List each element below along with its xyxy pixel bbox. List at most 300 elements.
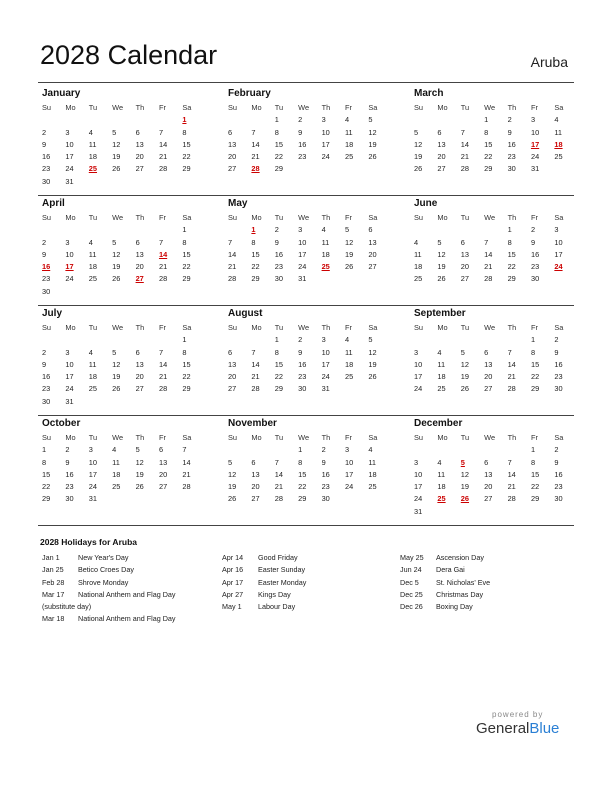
day-grid — [228, 432, 410, 506]
day-cell: 28 — [182, 482, 191, 492]
day-cell: 6 — [135, 237, 140, 247]
day-cell: 29 — [182, 384, 191, 394]
holiday-item — [400, 552, 490, 564]
day-cell: 18 — [321, 249, 330, 259]
empty-cell — [484, 224, 507, 236]
day-cell: 11 — [321, 237, 330, 247]
day-cell: 10 — [321, 347, 330, 357]
holiday-item-date: Dec 26 — [400, 602, 423, 612]
holiday-date: 5 — [460, 457, 465, 467]
empty-cell — [89, 224, 112, 236]
day-cell: 29 — [530, 494, 540, 504]
day-cell: 25 — [88, 384, 98, 394]
day-cell: 11 — [437, 359, 446, 369]
holiday-date: 16 — [42, 262, 51, 272]
day-cell: 5 — [460, 347, 465, 357]
weekday-header: Mo — [437, 433, 448, 442]
day-cell: 28 — [507, 494, 516, 504]
day-grid — [414, 322, 574, 396]
day-cell: 5 — [112, 127, 117, 137]
day-cell: 13 — [135, 359, 144, 369]
day-cell: 5 — [437, 237, 442, 247]
day-cell: 4 — [321, 225, 326, 235]
empty-cell — [228, 334, 251, 346]
day-cell: 11 — [88, 359, 97, 369]
day-cell: 20 — [228, 372, 237, 382]
day-cell: 27 — [484, 494, 493, 504]
weekday-header: Mo — [251, 213, 262, 222]
empty-cell — [65, 224, 88, 236]
day-cell: 22 — [182, 152, 191, 162]
day-cell: 24 — [88, 482, 98, 492]
day-cell: 18 — [88, 262, 98, 272]
day-cell: 25 — [368, 482, 377, 492]
day-cell: 20 — [437, 152, 446, 162]
day-cell: 28 — [484, 274, 493, 284]
weekday-header: Mo — [437, 103, 448, 112]
day-cell: 12 — [344, 237, 354, 247]
holiday-item-date: Feb 28 — [42, 577, 65, 587]
day-cell: 26 — [112, 274, 121, 284]
day-cell: 4 — [414, 237, 419, 247]
weekday-header: Su — [414, 323, 424, 332]
day-cell: 29 — [251, 274, 260, 284]
day-cell: 2 — [554, 335, 559, 345]
empty-cell — [414, 444, 437, 456]
day-cell: 7 — [251, 127, 256, 137]
day-cell: 8 — [274, 127, 279, 137]
empty-cell — [159, 224, 182, 236]
day-cell: 22 — [298, 482, 307, 492]
top-divider — [38, 82, 574, 83]
day-cell: 8 — [274, 347, 279, 357]
holiday-item — [222, 589, 306, 601]
day-cell: 15 — [182, 359, 191, 369]
day-cell: 20 — [368, 249, 377, 259]
day-cell: 24 — [65, 274, 74, 284]
day-cell: 5 — [344, 225, 350, 235]
day-cell: 12 — [135, 457, 144, 467]
day-cell: 4 — [344, 115, 350, 125]
holiday-item-name: Ascension Day — [436, 553, 484, 562]
weekday-header: We — [298, 433, 310, 442]
day-grid — [414, 432, 574, 518]
holiday-date: 25 — [88, 164, 98, 174]
weekday-header: Fr — [344, 213, 352, 222]
month-row — [38, 196, 574, 306]
day-cell: 19 — [460, 372, 470, 382]
day-cell: 17 — [321, 359, 330, 369]
day-cell: 15 — [182, 139, 191, 149]
month-row — [38, 86, 574, 196]
empty-cell — [484, 334, 507, 346]
day-cell: 20 — [484, 482, 493, 492]
day-cell: 28 — [158, 384, 168, 394]
weekday-header: Mo — [65, 323, 76, 332]
weekday-header: Fr — [344, 323, 352, 332]
month-april — [38, 196, 224, 305]
holiday-item — [42, 577, 176, 589]
empty-cell — [112, 224, 135, 236]
day-cell: 17 — [554, 249, 563, 259]
day-cell: 3 — [88, 445, 93, 455]
empty-cell — [112, 114, 135, 126]
day-cell: 3 — [65, 127, 70, 137]
day-cell: 2 — [274, 225, 279, 235]
day-cell: 23 — [507, 152, 516, 162]
day-cell: 13 — [484, 469, 493, 479]
day-cell: 24 — [530, 152, 540, 162]
empty-cell — [136, 224, 159, 236]
holiday-item-date: Apr 17 — [222, 577, 244, 587]
holiday-item-name: National Anthem and Flag Day — [78, 614, 176, 624]
empty-cell — [65, 334, 88, 346]
day-grid — [42, 432, 224, 506]
holiday-date: 1 — [251, 225, 256, 235]
day-cell: 16 — [298, 139, 307, 149]
day-cell: 4 — [112, 445, 117, 455]
day-cell: 23 — [298, 152, 307, 162]
empty-cell — [414, 224, 437, 236]
holiday-item — [222, 601, 306, 613]
day-cell: 26 — [437, 274, 446, 284]
day-cell: 4 — [554, 115, 559, 125]
day-cell: 1 — [484, 115, 489, 125]
day-cell: 5 — [112, 347, 117, 357]
day-cell: 6 — [228, 347, 233, 357]
day-cell: 17 — [298, 249, 307, 259]
day-cell: 6 — [135, 347, 140, 357]
empty-cell — [275, 444, 298, 456]
day-cell: 16 — [554, 469, 563, 479]
month-march — [410, 86, 574, 195]
day-cell: 14 — [507, 359, 516, 369]
empty-cell — [42, 224, 65, 236]
holiday-date: 28 — [251, 164, 260, 174]
day-cell: 13 — [135, 139, 144, 149]
day-cell: 16 — [321, 469, 330, 479]
day-cell: 4 — [437, 457, 442, 467]
day-cell: 12 — [368, 347, 377, 357]
holiday-item-date: Jan 25 — [42, 565, 64, 575]
day-cell: 22 — [251, 262, 260, 272]
weekday-header: Fr — [158, 103, 166, 112]
day-cell: 31 — [321, 384, 330, 394]
month-october — [38, 416, 224, 525]
weekday-header: Sa — [182, 103, 192, 112]
day-cell: 18 — [437, 482, 446, 492]
empty-cell — [508, 444, 531, 456]
day-cell: 13 — [135, 249, 144, 259]
empty-cell — [437, 334, 460, 346]
day-cell: 21 — [507, 372, 516, 382]
day-cell: 11 — [368, 457, 377, 467]
day-cell: 28 — [251, 384, 260, 394]
day-cell: 30 — [42, 176, 51, 186]
day-cell: 2 — [298, 115, 303, 125]
day-cell: 22 — [507, 262, 516, 272]
month-june — [410, 196, 574, 305]
day-cell: 3 — [414, 457, 419, 467]
day-cell: 23 — [554, 372, 563, 382]
day-cell: 27 — [460, 274, 470, 284]
day-cell: 11 — [344, 347, 353, 357]
day-cell: 10 — [298, 237, 307, 247]
holiday-item-date: Dec 5 — [400, 577, 419, 587]
weekday-header: Fr — [530, 323, 538, 332]
day-cell: 7 — [507, 457, 512, 467]
holiday-date: 17 — [530, 139, 540, 149]
day-cell: 2 — [65, 445, 70, 455]
weekday-header: Tu — [274, 433, 284, 442]
day-cell: 16 — [42, 372, 51, 382]
day-cell: 11 — [437, 469, 446, 479]
day-cell: 31 — [414, 506, 423, 516]
day-cell: 20 — [228, 152, 237, 162]
weekday-header: Su — [228, 213, 238, 222]
day-cell: 28 — [460, 164, 470, 174]
day-cell: 20 — [251, 482, 260, 492]
day-cell: 15 — [507, 249, 516, 259]
weekday-header: Mo — [65, 213, 76, 222]
empty-cell — [159, 334, 182, 346]
day-cell: 7 — [251, 347, 256, 357]
day-cell: 2 — [42, 347, 47, 357]
holiday-date: 18 — [554, 139, 563, 149]
day-cell: 27 — [228, 384, 237, 394]
holiday-item-name: Shrove Monday — [78, 577, 129, 587]
weekday-header: Tu — [274, 323, 284, 332]
holiday-item — [222, 564, 306, 576]
month-name: April — [42, 198, 65, 209]
day-cell: 13 — [228, 139, 237, 149]
empty-cell — [251, 444, 274, 456]
day-cell: 17 — [88, 469, 98, 479]
weekday-header: Su — [228, 103, 238, 112]
day-cell: 24 — [298, 262, 307, 272]
day-cell: 24 — [65, 384, 74, 394]
day-cell: 9 — [65, 457, 70, 467]
holiday-item-date: Mar 18 — [42, 614, 65, 624]
day-cell: 11 — [112, 457, 120, 467]
weekday-header: Mo — [65, 103, 76, 112]
day-cell: 23 — [274, 262, 284, 272]
empty-cell — [437, 444, 460, 456]
day-cell: 16 — [530, 249, 540, 259]
weekday-header: Tu — [88, 213, 98, 222]
day-cell: 9 — [554, 457, 559, 467]
day-cell: 9 — [42, 139, 47, 149]
weekday-header: Th — [135, 103, 145, 112]
calendar-grid — [38, 86, 574, 526]
holiday-item — [400, 577, 490, 589]
day-cell: 6 — [158, 445, 164, 455]
day-cell: 31 — [298, 274, 307, 284]
weekday-header: Tu — [88, 433, 98, 442]
empty-cell — [461, 334, 484, 346]
day-cell: 10 — [414, 469, 423, 479]
day-cell: 11 — [88, 249, 97, 259]
holiday-item — [42, 564, 176, 576]
day-cell: 18 — [88, 372, 98, 382]
holiday-date: 24 — [554, 262, 563, 272]
day-cell: 15 — [484, 139, 493, 149]
weekday-header: Th — [321, 213, 331, 222]
month-row — [38, 416, 574, 526]
day-cell: 3 — [298, 225, 303, 235]
empty-cell — [159, 114, 182, 126]
day-cell: 6 — [437, 127, 442, 137]
day-cell: 23 — [554, 482, 563, 492]
weekday-header: Th — [135, 213, 145, 222]
day-cell: 13 — [484, 359, 493, 369]
day-cell: 20 — [135, 372, 144, 382]
day-cell: 3 — [321, 335, 326, 345]
day-cell: 9 — [298, 347, 303, 357]
holiday-date: 1 — [182, 115, 187, 125]
day-cell: 20 — [135, 152, 144, 162]
day-cell: 7 — [507, 347, 512, 357]
day-cell: 7 — [484, 237, 489, 247]
day-cell: 5 — [112, 237, 117, 247]
day-cell: 29 — [298, 494, 307, 504]
day-cell: 25 — [112, 482, 121, 492]
weekday-header: Su — [42, 103, 52, 112]
weekday-header: Sa — [368, 103, 378, 112]
weekday-header: We — [298, 103, 310, 112]
day-cell: 7 — [182, 445, 187, 455]
day-cell: 26 — [368, 372, 377, 382]
day-cell: 28 — [228, 274, 237, 284]
day-cell: 22 — [530, 372, 540, 382]
empty-cell — [42, 114, 65, 126]
day-cell: 9 — [274, 237, 279, 247]
day-cell: 21 — [158, 372, 168, 382]
holiday-date: 25 — [437, 494, 446, 504]
day-cell: 12 — [228, 469, 237, 479]
day-cell: 30 — [42, 286, 51, 296]
day-cell: 11 — [344, 127, 353, 137]
day-cell: 19 — [437, 262, 446, 272]
day-cell: 30 — [507, 164, 516, 174]
weekday-header: Th — [135, 433, 145, 442]
holiday-item-name: Betico Croes Day — [78, 565, 134, 575]
day-cell: 24 — [414, 494, 423, 504]
day-cell: 12 — [460, 359, 470, 369]
day-cell: 10 — [65, 359, 74, 369]
day-cell: 26 — [460, 384, 470, 394]
day-cell: 16 — [507, 139, 516, 149]
day-cell: 5 — [368, 115, 373, 125]
weekday-header: Th — [507, 213, 517, 222]
day-cell: 12 — [460, 469, 470, 479]
day-cell: 7 — [158, 347, 164, 357]
day-cell: 29 — [274, 164, 284, 174]
month-name: December — [414, 418, 463, 429]
day-cell: 21 — [251, 152, 260, 162]
day-cell: 16 — [274, 249, 284, 259]
holiday-item — [42, 589, 176, 601]
day-cell: 6 — [251, 457, 256, 467]
day-cell: 1 — [274, 335, 279, 345]
day-cell: 23 — [298, 372, 307, 382]
day-cell: 27 — [158, 482, 168, 492]
holiday-date: 27 — [135, 274, 144, 284]
weekday-header: We — [298, 213, 310, 222]
holiday-item-name: St. Nicholas' Eve — [436, 577, 491, 587]
day-cell: 13 — [460, 249, 470, 259]
day-cell: 16 — [298, 359, 307, 369]
weekday-header: Mo — [251, 433, 262, 442]
day-cell: 9 — [42, 359, 47, 369]
weekday-header: Th — [135, 323, 145, 332]
day-cell: 9 — [507, 127, 512, 137]
month-february — [224, 86, 410, 195]
day-cell: 8 — [182, 127, 187, 137]
day-grid — [42, 102, 224, 188]
weekday-header: Fr — [344, 103, 352, 112]
country-name: Aruba — [530, 54, 568, 70]
day-cell: 9 — [42, 249, 47, 259]
weekday-header: Fr — [530, 103, 538, 112]
day-cell: 30 — [321, 494, 330, 504]
day-cell: 8 — [182, 237, 187, 247]
day-cell: 31 — [65, 396, 74, 406]
empty-cell — [89, 114, 112, 126]
weekday-header: Tu — [460, 103, 470, 112]
day-cell: 29 — [42, 494, 51, 504]
day-cell: 13 — [251, 469, 260, 479]
day-cell: 6 — [228, 127, 233, 137]
day-cell: 30 — [42, 396, 51, 406]
day-cell: 2 — [298, 335, 303, 345]
day-cell: 1 — [42, 445, 47, 455]
day-cell: 3 — [344, 445, 350, 455]
weekday-header: Sa — [368, 323, 378, 332]
day-cell: 15 — [530, 359, 540, 369]
day-cell: 26 — [112, 164, 121, 174]
holiday-item-date: Apr 16 — [222, 565, 244, 575]
weekday-header: Th — [321, 433, 331, 442]
holidays-title: 2028 Holidays for Aruba — [40, 537, 137, 547]
holiday-item-name: National Anthem and Flag Day — [78, 589, 176, 599]
weekday-header: Fr — [158, 433, 166, 442]
holiday-item-date: Jun 24 — [400, 565, 422, 575]
weekday-header: Su — [228, 433, 238, 442]
day-cell: 14 — [228, 249, 237, 259]
day-cell: 8 — [182, 347, 187, 357]
day-cell: 21 — [228, 262, 237, 272]
holiday-item — [400, 601, 490, 613]
holiday-column-1 — [42, 552, 176, 626]
day-cell: 3 — [321, 115, 326, 125]
empty-cell — [461, 114, 484, 126]
day-cell: 29 — [530, 384, 540, 394]
holiday-item-name: Easter Monday — [258, 577, 307, 587]
weekday-header: Tu — [274, 213, 284, 222]
day-cell: 23 — [530, 262, 540, 272]
day-cell: 15 — [251, 249, 260, 259]
weekday-header: Th — [507, 433, 517, 442]
holiday-item-name: Christmas Day — [436, 589, 484, 599]
weekday-header: We — [112, 213, 124, 222]
day-cell: 27 — [437, 164, 446, 174]
day-cell: 13 — [228, 359, 237, 369]
day-cell: 4 — [344, 335, 350, 345]
weekday-header: Sa — [182, 323, 192, 332]
day-cell: 21 — [251, 372, 260, 382]
empty-cell — [228, 444, 251, 456]
